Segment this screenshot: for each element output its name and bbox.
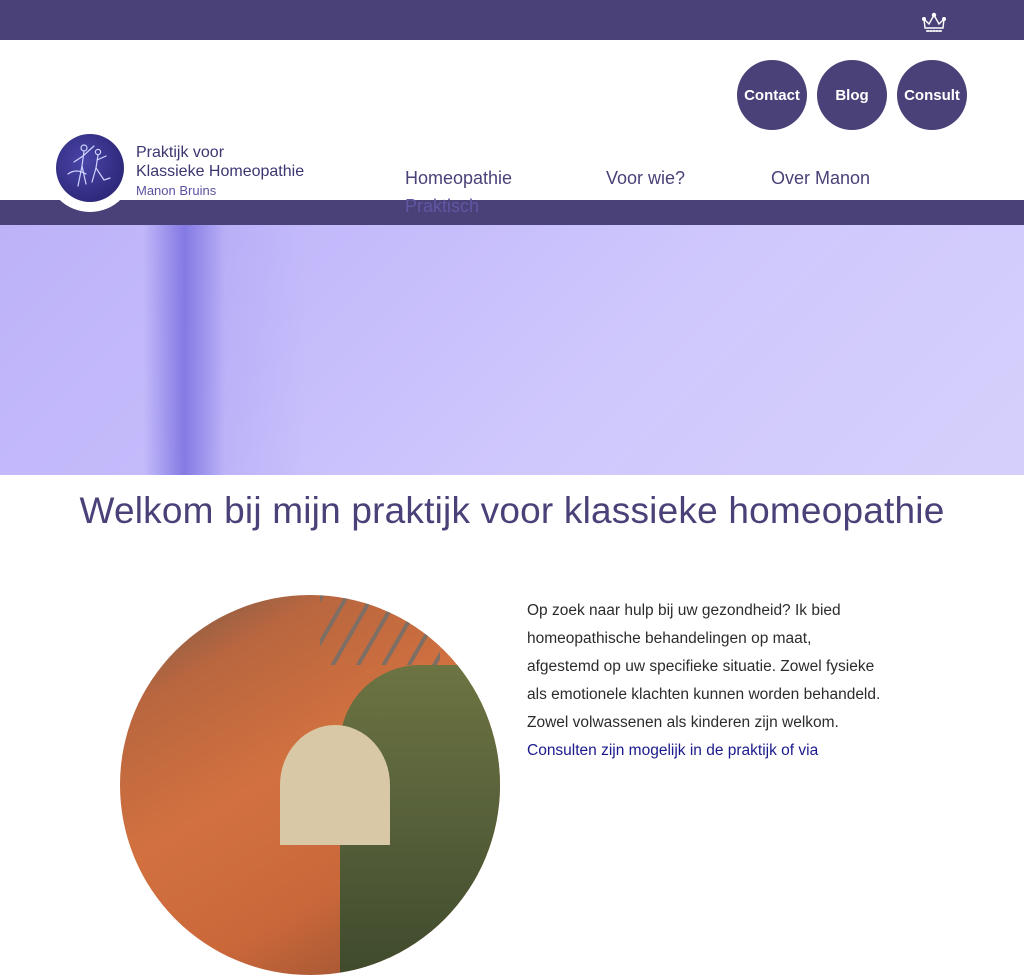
contact-button[interactable] (737, 60, 807, 130)
top-bar (0, 0, 1024, 40)
logo-text[interactable] (136, 143, 304, 200)
intro-line: als emotionele klachten kunnen worden behandeld. (527, 686, 881, 703)
logo-emblem[interactable] (56, 134, 124, 202)
crown-icon[interactable] (921, 10, 947, 36)
intro-line: Zowel volwassenen als kinderen zijn welkom. (527, 714, 839, 731)
nav-item-homeopathie[interactable]: Homeopathie (405, 168, 513, 188)
nav-item-voor-wie[interactable]: Voor wie? (606, 168, 686, 188)
page-title: Welkom bij mijn praktijk voor klassieke homeopathie (79, 490, 945, 531)
intro-line: homeopathische behandelingen op maat, (527, 630, 812, 647)
contact-button-label: Contact (744, 86, 800, 104)
intro-line: Op zoek naar hulp bij uw gezondheid? Ik bied (527, 602, 841, 619)
consult-location-link[interactable]: Consulten zijn mogelijk in de praktijk of via (527, 742, 819, 759)
intro-line: afgestemd op uw specifieke situatie. Zowel fysieke (527, 658, 875, 675)
blog-button-label: Blog (835, 86, 869, 104)
nav-item-praktisch[interactable]: Praktisch (405, 196, 480, 216)
consult-button[interactable] (897, 60, 967, 130)
dancers-logo-icon (56, 134, 124, 202)
consult-button-label: Consult (904, 86, 960, 104)
person-hair (280, 725, 390, 845)
header-band (0, 200, 1024, 225)
portrait-photo (120, 595, 500, 975)
hero-banner (0, 225, 1024, 475)
intro-text (527, 597, 917, 765)
blog-button[interactable] (817, 60, 887, 130)
nav-item-over-manon[interactable]: Over Manon (771, 168, 871, 188)
logo-line-1: Praktijk voor (136, 144, 225, 161)
logo-line-3: Manon Bruins (136, 183, 217, 198)
greenhouse-roof (320, 595, 440, 665)
logo-line-2: Klassieke Homeopathie (136, 163, 305, 180)
